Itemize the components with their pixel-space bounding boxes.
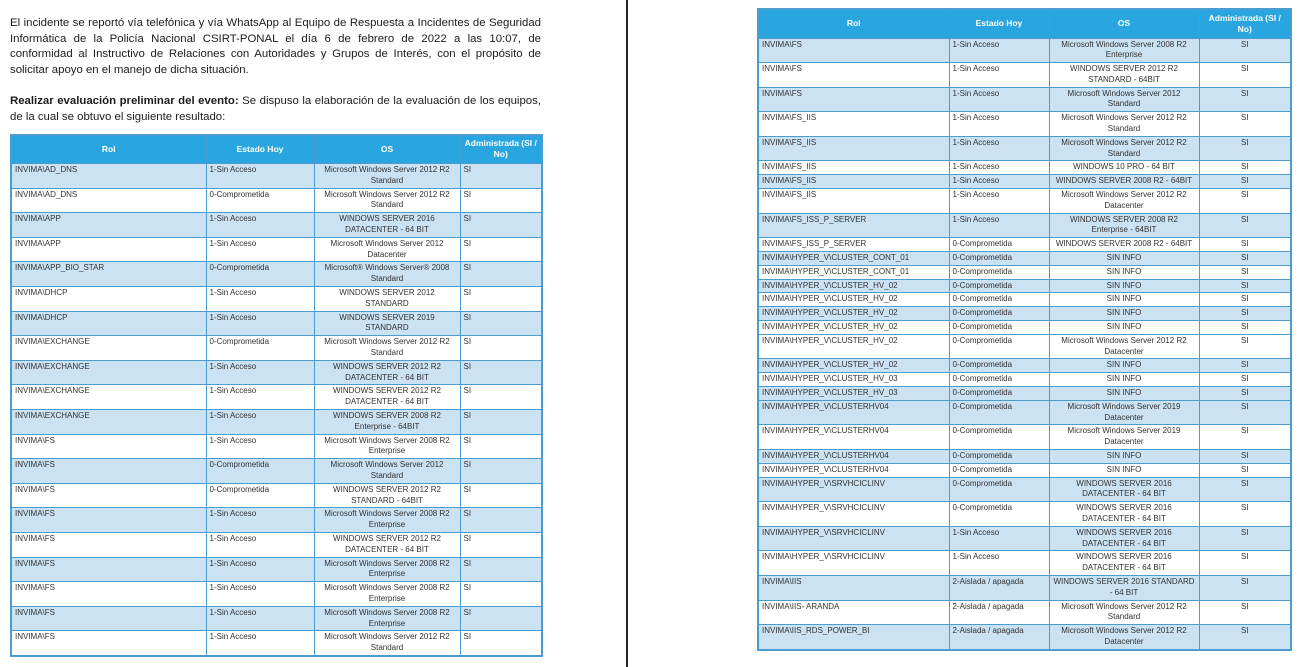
administrada-cell: SI: [460, 360, 542, 385]
administrada-cell: SI: [1199, 112, 1291, 137]
administrada-cell: SI: [460, 188, 542, 213]
table-row: [11, 385, 542, 410]
document-page-right: [757, 8, 1290, 651]
estado-hoy-cell: 1-Sin Acceso: [949, 112, 1049, 137]
administrada-cell: SI: [1199, 38, 1291, 63]
rol-cell: INVIMA\FS_IIS: [758, 161, 949, 175]
rol-cell: INVIMA\FS_ISS_P_SERVER: [758, 213, 949, 238]
table-row: [758, 213, 1291, 238]
rol-cell: INVIMA\HYPER_V\CLUSTERHV04: [758, 463, 949, 477]
table-row: [758, 526, 1291, 551]
os-cell: WINDOWS SERVER 2016 STANDARD - 64 BIT: [1049, 575, 1199, 600]
rol-cell: INVIMA\FS: [11, 434, 206, 459]
administrada-cell: SI: [460, 631, 542, 656]
table-row: [11, 582, 542, 607]
table-row: [758, 136, 1291, 161]
os-cell: Microsoft Windows Server 2008 R2 Enterprise: [314, 606, 460, 631]
os-cell: WINDOWS SERVER 2016 DATACENTER - 64 BIT: [1049, 526, 1199, 551]
administrada-cell: SI: [1199, 625, 1291, 650]
estado-hoy-cell: 1-Sin Acceso: [206, 385, 314, 410]
rol-cell: INVIMA\HYPER_V\SRVHCICLINV: [758, 526, 949, 551]
administrada-cell: SI: [460, 557, 542, 582]
administrada-cell: SI: [1199, 463, 1291, 477]
rol-cell: INVIMA\HYPER_V\CLUSTER_HV_02: [758, 293, 949, 307]
estado-hoy-cell: 0-Comprometida: [949, 359, 1049, 373]
estado-hoy-cell: 1-Sin Acceso: [949, 38, 1049, 63]
os-cell: Microsoft Windows Server 2012 R2 Datacenter: [1049, 334, 1199, 359]
column-header-estado-hoy: Estado Hoy: [206, 135, 314, 164]
table-row: [758, 87, 1291, 112]
estado-hoy-cell: 0-Comprometida: [949, 252, 1049, 266]
table-row: [758, 575, 1291, 600]
rol-cell: INVIMA\DHCP: [11, 287, 206, 312]
administrada-cell: SI: [460, 606, 542, 631]
os-cell: Microsoft Windows Server 2012 R2 Standard: [314, 631, 460, 656]
rol-cell: INVIMA\FS: [11, 606, 206, 631]
column-header-administrada: Administrada (SI / No): [1199, 9, 1291, 38]
table-row: [11, 360, 542, 385]
document-page-left: [10, 0, 541, 657]
table-row: [758, 502, 1291, 527]
administrada-cell: SI: [1199, 175, 1291, 189]
os-cell: Microsoft Windows Server 2008 R2 Enterprise: [314, 434, 460, 459]
os-cell: WINDOWS SERVER 2019 STANDARD: [314, 311, 460, 336]
os-cell: WINDOWS SERVER 2012 R2 DATACENTER - 64 BIT: [314, 360, 460, 385]
os-cell: SIN INFO: [1049, 387, 1199, 401]
os-cell: Microsoft Windows Server 2008 R2 Enterprise: [314, 557, 460, 582]
estado-hoy-cell: 1-Sin Acceso: [206, 360, 314, 385]
estado-hoy-cell: 1-Sin Acceso: [949, 87, 1049, 112]
administrada-cell: SI: [1199, 189, 1291, 214]
os-cell: WINDOWS SERVER 2016 DATACENTER - 64 BIT: [314, 213, 460, 238]
administrada-cell: SI: [460, 459, 542, 484]
table-row: [758, 293, 1291, 307]
rol-cell: INVIMA\APP: [11, 213, 206, 238]
table-row: [758, 112, 1291, 137]
table-row: [758, 238, 1291, 252]
estado-hoy-cell: 0-Comprometida: [206, 459, 314, 484]
administrada-cell: SI: [460, 262, 542, 287]
estado-hoy-cell: 1-Sin Acceso: [949, 526, 1049, 551]
estado-hoy-cell: 0-Comprometida: [949, 502, 1049, 527]
estado-hoy-cell: 1-Sin Acceso: [949, 63, 1049, 88]
rol-cell: INVIMA\FS: [11, 483, 206, 508]
rol-cell: INVIMA\FS: [11, 631, 206, 656]
table-header-row: [11, 135, 542, 164]
estado-hoy-cell: 0-Comprometida: [949, 400, 1049, 425]
os-cell: WINDOWS SERVER 2008 R2 Enterprise - 64BIT: [314, 410, 460, 435]
os-cell: SIN INFO: [1049, 293, 1199, 307]
table-row: [758, 373, 1291, 387]
evaluation-paragraph: [10, 94, 541, 125]
page-divider: [626, 0, 628, 667]
os-cell: WINDOWS SERVER 2012 R2 STANDARD - 64BIT: [1049, 63, 1199, 88]
table-row: [758, 321, 1291, 335]
administrada-cell: SI: [1199, 359, 1291, 373]
table-row: [11, 606, 542, 631]
administrada-cell: SI: [460, 532, 542, 557]
table-header-row: [758, 9, 1291, 38]
os-cell: SIN INFO: [1049, 373, 1199, 387]
column-header-rol: Rol: [758, 9, 949, 38]
os-cell: WINDOWS SERVER 2008 R2 Enterprise - 64BIT: [1049, 213, 1199, 238]
os-cell: WINDOWS SERVER 2008 R2 - 64BIT: [1049, 175, 1199, 189]
rol-cell: INVIMA\HYPER_V\CLUSTERHV04: [758, 425, 949, 450]
table-row: [758, 279, 1291, 293]
administrada-cell: SI: [1199, 450, 1291, 464]
table-row: [11, 459, 542, 484]
administrada-cell: SI: [460, 410, 542, 435]
administrada-cell: SI: [460, 213, 542, 238]
administrada-cell: SI: [1199, 63, 1291, 88]
estado-hoy-cell: 0-Comprometida: [949, 373, 1049, 387]
os-cell: Microsoft Windows Server 2012 Datacenter: [314, 237, 460, 262]
rol-cell: INVIMA\IIS: [758, 575, 949, 600]
os-cell: Microsoft Windows Server 2012 R2 Standard: [314, 164, 460, 189]
rol-cell: INVIMA\HYPER_V\CLUSTER_HV_03: [758, 387, 949, 401]
administrada-cell: SI: [1199, 252, 1291, 266]
table-row: [11, 237, 542, 262]
estado-hoy-cell: 1-Sin Acceso: [206, 606, 314, 631]
rol-cell: INVIMA\FS_IIS: [758, 136, 949, 161]
estado-hoy-cell: 0-Comprometida: [949, 387, 1049, 401]
administrada-cell: SI: [460, 311, 542, 336]
administrada-cell: SI: [460, 237, 542, 262]
os-cell: Microsoft Windows Server 2012 R2 Standard: [314, 336, 460, 361]
table-row: [11, 434, 542, 459]
estado-hoy-cell: 1-Sin Acceso: [949, 213, 1049, 238]
column-header-estado-hoy: Estado Hoy: [949, 9, 1049, 38]
estado-hoy-cell: 1-Sin Acceso: [206, 410, 314, 435]
servers-assessment-table-page1: [10, 134, 543, 657]
os-cell: Microsoft Windows Server 2012 Standard: [314, 459, 460, 484]
administrada-cell: SI: [1199, 238, 1291, 252]
rol-cell: INVIMA\FS: [11, 459, 206, 484]
rol-cell: INVIMA\HYPER_V\CLUSTER_HV_03: [758, 373, 949, 387]
administrada-cell: SI: [1199, 526, 1291, 551]
os-cell: WINDOWS SERVER 2012 R2 DATACENTER - 64 BIT: [314, 532, 460, 557]
administrada-cell: SI: [1199, 307, 1291, 321]
estado-hoy-cell: 0-Comprometida: [206, 262, 314, 287]
administrada-cell: SI: [1199, 161, 1291, 175]
os-cell: Microsoft Windows Server 2019 Datacenter: [1049, 400, 1199, 425]
table-row: [758, 477, 1291, 502]
os-cell: Microsoft Windows Server 2008 R2 Enterprise: [1049, 38, 1199, 63]
rol-cell: INVIMA\IIS- ARANDA: [758, 600, 949, 625]
administrada-cell: SI: [460, 287, 542, 312]
estado-hoy-cell: 2-Aislada / apagada: [949, 600, 1049, 625]
os-cell: Microsoft Windows Server 2008 R2 Enterprise: [314, 508, 460, 533]
rol-cell: INVIMA\FS: [758, 38, 949, 63]
rol-cell: INVIMA\FS: [11, 532, 206, 557]
rol-cell: INVIMA\HYPER_V\SRVHCICLINV: [758, 477, 949, 502]
estado-hoy-cell: 0-Comprometida: [949, 334, 1049, 359]
table-row: [758, 161, 1291, 175]
estado-hoy-cell: 1-Sin Acceso: [206, 213, 314, 238]
rol-cell: INVIMA\EXCHANGE: [11, 336, 206, 361]
rol-cell: INVIMA\FS: [11, 582, 206, 607]
column-header-os: OS: [314, 135, 460, 164]
administrada-cell: SI: [1199, 502, 1291, 527]
estado-hoy-cell: 0-Comprometida: [949, 307, 1049, 321]
estado-hoy-cell: 1-Sin Acceso: [206, 631, 314, 656]
os-cell: WINDOWS SERVER 2008 R2 - 64BIT: [1049, 238, 1199, 252]
estado-hoy-cell: 2-Aislada / apagada: [949, 575, 1049, 600]
estado-hoy-cell: 1-Sin Acceso: [206, 164, 314, 189]
estado-hoy-cell: 1-Sin Acceso: [949, 189, 1049, 214]
administrada-cell: SI: [460, 483, 542, 508]
administrada-cell: SI: [1199, 400, 1291, 425]
estado-hoy-cell: 1-Sin Acceso: [206, 434, 314, 459]
estado-hoy-cell: 0-Comprometida: [949, 477, 1049, 502]
rol-cell: INVIMA\APP: [11, 237, 206, 262]
column-header-administrada: Administrada (SI / No): [460, 135, 542, 164]
rol-cell: INVIMA\HYPER_V\CLUSTER_CONT_01: [758, 265, 949, 279]
table-row: [11, 508, 542, 533]
estado-hoy-cell: 0-Comprometida: [949, 450, 1049, 464]
administrada-cell: SI: [460, 582, 542, 607]
rol-cell: INVIMA\HYPER_V\CLUSTER_HV_02: [758, 334, 949, 359]
estado-hoy-cell: 0-Comprometida: [206, 336, 314, 361]
os-cell: SIN INFO: [1049, 321, 1199, 335]
rol-cell: INVIMA\EXCHANGE: [11, 410, 206, 435]
estado-hoy-cell: 1-Sin Acceso: [206, 508, 314, 533]
table-row: [758, 600, 1291, 625]
os-cell: Microsoft Windows Server 2012 R2 Standard: [1049, 136, 1199, 161]
table-row: [11, 532, 542, 557]
rol-cell: INVIMA\HYPER_V\CLUSTER_HV_02: [758, 359, 949, 373]
administrada-cell: SI: [1199, 87, 1291, 112]
administrada-cell: SI: [460, 434, 542, 459]
administrada-cell: SI: [1199, 373, 1291, 387]
evaluation-paragraph-lead: Realizar evaluación preliminar del evento:: [10, 95, 239, 108]
rol-cell: INVIMA\HYPER_V\CLUSTERHV04: [758, 450, 949, 464]
administrada-cell: SI: [460, 164, 542, 189]
administrada-cell: SI: [1199, 551, 1291, 576]
administrada-cell: SI: [460, 508, 542, 533]
column-header-rol: Rol: [11, 135, 206, 164]
table-row: [11, 213, 542, 238]
administrada-cell: SI: [1199, 293, 1291, 307]
table-row: [758, 551, 1291, 576]
rol-cell: INVIMA\IIS_RDS_POWER_BI: [758, 625, 949, 650]
administrada-cell: SI: [1199, 136, 1291, 161]
table-row: [758, 334, 1291, 359]
table-row: [758, 307, 1291, 321]
estado-hoy-cell: 2-Aislada / apagada: [949, 625, 1049, 650]
table-row: [758, 252, 1291, 266]
estado-hoy-cell: 0-Comprometida: [949, 238, 1049, 252]
estado-hoy-cell: 1-Sin Acceso: [206, 532, 314, 557]
os-cell: Microsoft Windows Server 2012 R2 Standard: [314, 188, 460, 213]
os-cell: SIN INFO: [1049, 450, 1199, 464]
rol-cell: INVIMA\EXCHANGE: [11, 360, 206, 385]
estado-hoy-cell: 1-Sin Acceso: [949, 161, 1049, 175]
rol-cell: INVIMA\FS: [11, 557, 206, 582]
rol-cell: INVIMA\FS_ISS_P_SERVER: [758, 238, 949, 252]
os-cell: SIN INFO: [1049, 463, 1199, 477]
table-row: [758, 387, 1291, 401]
administrada-cell: SI: [1199, 334, 1291, 359]
os-cell: WINDOWS SERVER 2016 DATACENTER - 64 BIT: [1049, 477, 1199, 502]
os-cell: WINDOWS SERVER 2012 R2 STANDARD - 64BIT: [314, 483, 460, 508]
os-cell: WINDOWS SERVER 2016 DATACENTER - 64 BIT: [1049, 502, 1199, 527]
table-row: [758, 175, 1291, 189]
table-row: [758, 265, 1291, 279]
table-row: [758, 189, 1291, 214]
table-row: [758, 625, 1291, 650]
os-cell: SIN INFO: [1049, 265, 1199, 279]
administrada-cell: SI: [1199, 265, 1291, 279]
administrada-cell: SI: [1199, 321, 1291, 335]
table-row: [758, 63, 1291, 88]
rol-cell: INVIMA\FS: [758, 87, 949, 112]
rol-cell: INVIMA\HYPER_V\SRVHCICLINV: [758, 551, 949, 576]
os-cell: Microsoft Windows Server 2012 Standard: [1049, 87, 1199, 112]
os-cell: Microsoft Windows Server 2019 Datacenter: [1049, 425, 1199, 450]
rol-cell: INVIMA\FS_IIS: [758, 175, 949, 189]
column-header-os: OS: [1049, 9, 1199, 38]
rol-cell: INVIMA\FS: [11, 508, 206, 533]
estado-hoy-cell: 1-Sin Acceso: [206, 311, 314, 336]
rol-cell: INVIMA\HYPER_V\CLUSTER_HV_02: [758, 279, 949, 293]
rol-cell: INVIMA\HYPER_V\CLUSTERHV04: [758, 400, 949, 425]
table-row: [758, 400, 1291, 425]
table-row: [11, 483, 542, 508]
os-cell: WINDOWS SERVER 2016 DATACENTER - 64 BIT: [1049, 551, 1199, 576]
table-row: [11, 164, 542, 189]
rol-cell: INVIMA\APP_BIO_STAR: [11, 262, 206, 287]
table-row: [11, 311, 542, 336]
estado-hoy-cell: 0-Comprometida: [949, 425, 1049, 450]
rol-cell: INVIMA\HYPER_V\SRVHCICLINV: [758, 502, 949, 527]
table-row: [11, 262, 542, 287]
os-cell: WINDOWS 10 PRO - 64 BIT: [1049, 161, 1199, 175]
os-cell: Microsoft Windows Server 2008 R2 Enterprise: [314, 582, 460, 607]
rol-cell: INVIMA\DHCP: [11, 311, 206, 336]
os-cell: Microsoft Windows Server 2012 R2 Standard: [1049, 112, 1199, 137]
administrada-cell: SI: [1199, 279, 1291, 293]
table-row: [758, 359, 1291, 373]
rol-cell: INVIMA\AD_DNS: [11, 188, 206, 213]
table-row: [758, 425, 1291, 450]
estado-hoy-cell: 0-Comprometida: [949, 321, 1049, 335]
rol-cell: INVIMA\HYPER_V\CLUSTER_CONT_01: [758, 252, 949, 266]
administrada-cell: SI: [460, 385, 542, 410]
os-cell: SIN INFO: [1049, 279, 1199, 293]
table-row: [11, 631, 542, 656]
table-row: [11, 410, 542, 435]
table-row: [758, 38, 1291, 63]
estado-hoy-cell: 0-Comprometida: [949, 279, 1049, 293]
administrada-cell: SI: [1199, 575, 1291, 600]
rol-cell: INVIMA\AD_DNS: [11, 164, 206, 189]
os-cell: Microsoft Windows Server 2012 R2 Datacenter: [1049, 625, 1199, 650]
estado-hoy-cell: 0-Comprometida: [206, 188, 314, 213]
estado-hoy-cell: 0-Comprometida: [949, 463, 1049, 477]
table-row: [758, 450, 1291, 464]
table-row: [11, 557, 542, 582]
servers-assessment-table-page2: [757, 8, 1292, 651]
os-cell: Microsoft Windows Server 2012 R2 Datacenter: [1049, 189, 1199, 214]
table-row: [758, 463, 1291, 477]
rol-cell: INVIMA\FS: [758, 63, 949, 88]
administrada-cell: SI: [1199, 477, 1291, 502]
estado-hoy-cell: 0-Comprometida: [206, 483, 314, 508]
rol-cell: INVIMA\FS_IIS: [758, 189, 949, 214]
rol-cell: INVIMA\HYPER_V\CLUSTER_HV_02: [758, 307, 949, 321]
administrada-cell: SI: [1199, 425, 1291, 450]
estado-hoy-cell: 1-Sin Acceso: [206, 557, 314, 582]
evaluation-paragraph-rest: Se dispuso la elaboración de la evaluación de los equipos, de la cual se obtuvo el siguiente resultado:: [10, 95, 541, 123]
administrada-cell: SI: [1199, 213, 1291, 238]
rol-cell: INVIMA\FS_IIS: [758, 112, 949, 137]
estado-hoy-cell: 1-Sin Acceso: [949, 136, 1049, 161]
estado-hoy-cell: 1-Sin Acceso: [949, 551, 1049, 576]
table-row: [11, 287, 542, 312]
incident-report-paragraph: El incidente se reportó vía telefónica y vía WhatsApp al Equipo de Respuesta a Incidentes de Seguridad Informática de la Policía Nacional CSIRT-PONAL el día 6 de febrero de 2022 a las 10:07, de conformidad al Instructivo de Relaciones con Autoridades y Grupos de Interés, con el propósito de solicitar apoyo en el manejo de dicha situación.: [10, 17, 541, 76]
estado-hoy-cell: 1-Sin Acceso: [206, 287, 314, 312]
os-cell: Microsoft Windows Server 2012 R2 Standard: [1049, 600, 1199, 625]
os-cell: WINDOWS SERVER 2012 STANDARD: [314, 287, 460, 312]
estado-hoy-cell: 0-Comprometida: [949, 265, 1049, 279]
os-cell: Microsoft® Windows Server® 2008 Standard: [314, 262, 460, 287]
administrada-cell: SI: [1199, 600, 1291, 625]
administrada-cell: SI: [460, 336, 542, 361]
rol-cell: INVIMA\HYPER_V\CLUSTER_HV_02: [758, 321, 949, 335]
rol-cell: INVIMA\EXCHANGE: [11, 385, 206, 410]
estado-hoy-cell: 0-Comprometida: [949, 293, 1049, 307]
os-cell: WINDOWS SERVER 2012 R2 DATACENTER - 64 BIT: [314, 385, 460, 410]
os-cell: SIN INFO: [1049, 252, 1199, 266]
estado-hoy-cell: 1-Sin Acceso: [206, 237, 314, 262]
estado-hoy-cell: 1-Sin Acceso: [949, 175, 1049, 189]
os-cell: SIN INFO: [1049, 359, 1199, 373]
estado-hoy-cell: 1-Sin Acceso: [206, 582, 314, 607]
table-row: [11, 336, 542, 361]
os-cell: SIN INFO: [1049, 307, 1199, 321]
administrada-cell: SI: [1199, 387, 1291, 401]
table-row: [11, 188, 542, 213]
